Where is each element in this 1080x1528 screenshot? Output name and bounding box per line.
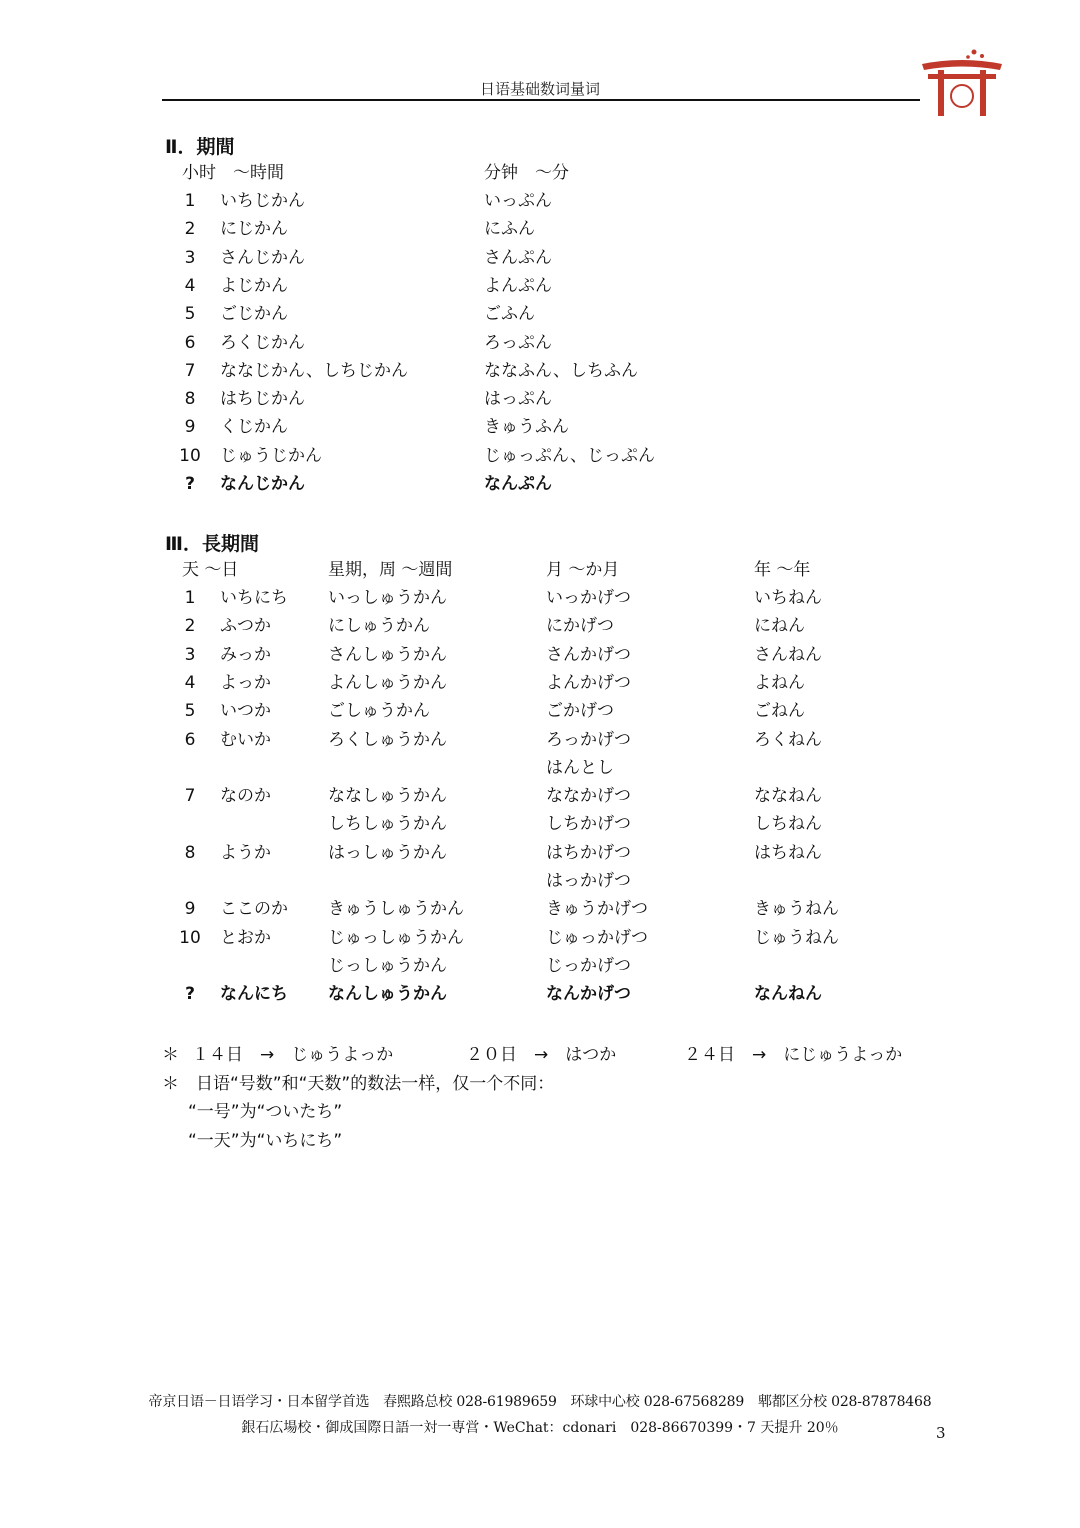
section3-cell: いっかげつ xyxy=(546,588,631,608)
section3-cell: さんねん xyxy=(754,644,822,665)
note1-item-20: ２０日 → はつか xyxy=(466,1045,617,1065)
section3-cell: しちねん xyxy=(754,814,822,835)
section3-cell: ? xyxy=(185,984,195,1005)
section3-cell: はんとし xyxy=(546,757,614,778)
section2-cell: ? xyxy=(185,474,195,494)
section3-row xyxy=(0,727,1080,753)
section3-row xyxy=(0,670,1080,696)
section2-row xyxy=(0,330,1080,356)
section2-cell: 6 xyxy=(184,332,196,353)
section2-cell: なんぷん xyxy=(484,474,552,494)
section3-cell: ここのか xyxy=(220,899,288,920)
section3-cell: はちかげつ xyxy=(546,842,631,863)
section3-cell: なんかげつ xyxy=(546,984,631,1005)
section2-cell: 5 xyxy=(184,304,196,325)
section3-cell: ろくねん xyxy=(754,729,822,750)
section3-cell: ろくしゅうかん xyxy=(328,729,447,750)
section2-title: Ⅱ．期間 xyxy=(165,136,235,158)
section3-cell: 7 xyxy=(184,786,196,807)
section2-row xyxy=(0,471,1080,497)
section2-cell: じゅっぷん、じっぷん xyxy=(484,445,656,466)
section3-cell: なんしゅうかん xyxy=(328,984,447,1005)
section2-cell: ななふん、しちふん xyxy=(484,360,639,381)
section3-cell: 5 xyxy=(184,701,196,722)
section3-cell: ななしゅうかん xyxy=(328,786,447,807)
section2-cell: 8 xyxy=(184,389,196,410)
section3-row xyxy=(0,642,1080,668)
note1-star: ＊ xyxy=(162,1045,179,1065)
section2-cell: 7 xyxy=(184,360,196,381)
note3: “一号”为“ついたち” xyxy=(188,1102,343,1122)
footer-line2: 銀石広場校・御成国際日語一対一専営・WeChat：cdonari 028-86670399・7 天提升 20％ xyxy=(241,1420,839,1436)
section2-row xyxy=(0,301,1080,327)
section2-cell: いちじかん xyxy=(220,191,305,211)
section3-title: Ⅲ．長期間 xyxy=(165,533,259,555)
section3-cell: しちしゅうかん xyxy=(328,814,447,835)
section3-cell: じっしゅうかん xyxy=(328,955,447,976)
page-number: 3 xyxy=(936,1424,946,1442)
torii-logo-icon xyxy=(918,44,1006,120)
section3-row xyxy=(0,811,1080,837)
section3-cell: ごねん xyxy=(754,701,805,722)
section3-cell: よっか xyxy=(220,672,271,693)
section3-row xyxy=(0,755,1080,781)
section3-head-days: 天 ～日 xyxy=(182,560,239,580)
section3-head-weeks: 星期，周 ～週間 xyxy=(328,560,453,580)
section2-row xyxy=(0,245,1080,271)
section2-row xyxy=(0,386,1080,412)
section3-cell: とおか xyxy=(220,927,271,948)
section3-row xyxy=(0,585,1080,611)
section3-cell: じっかげつ xyxy=(546,955,631,976)
section3-cell: はちねん xyxy=(754,842,822,863)
section3-cell: じゅっかげつ xyxy=(546,927,648,948)
section2-cell: にじかん xyxy=(220,219,288,240)
section3-cell: よんしゅうかん xyxy=(328,672,447,693)
section3-row xyxy=(0,613,1080,639)
section3-cell: なんねん xyxy=(754,984,822,1005)
section3-cell: きゅうかげつ xyxy=(546,899,648,920)
section3-cell: ようか xyxy=(220,842,271,863)
note1-item-24: ２４日 → にじゅうよっか xyxy=(684,1045,903,1065)
section3-row xyxy=(0,868,1080,894)
section3-cell: いちにち xyxy=(220,588,288,608)
section3-cell: ろっかげつ xyxy=(546,729,631,750)
section3-cell: 1 xyxy=(184,588,196,608)
section2-cell: さんじかん xyxy=(220,247,305,268)
section3-cell: はっかげつ xyxy=(546,871,631,891)
section2-row xyxy=(0,188,1080,214)
note4: “一天”为“いちにち” xyxy=(188,1131,343,1151)
section2-cell: はっぷん xyxy=(484,389,552,410)
section3-cell: いちねん xyxy=(754,588,822,608)
footer-line1: 帝京日语－日语学习・日本留学首选 春熙路总校 028-61989659 环球中心校 028-67568289 郫都区分校 028-87878468 xyxy=(148,1394,932,1410)
section3-cell: いっしゅうかん xyxy=(328,588,447,608)
section2-cell: ろくじかん xyxy=(220,332,305,353)
section2-cell: ごじかん xyxy=(220,304,288,325)
section2-row xyxy=(0,414,1080,440)
section3-cell: なんにち xyxy=(220,984,288,1005)
section2-cell: よじかん xyxy=(220,275,288,296)
header-title: 日语基础数词量词 xyxy=(479,80,600,98)
section3-head-months: 月 ～か月 xyxy=(546,560,620,580)
section3-row xyxy=(0,783,1080,809)
section3-row xyxy=(0,925,1080,951)
section3-cell: いつか xyxy=(220,701,271,722)
section3-cell: 6 xyxy=(184,729,196,750)
section3-cell: 9 xyxy=(184,899,196,920)
section2-cell: なんじかん xyxy=(220,474,305,494)
section3-row xyxy=(0,981,1080,1007)
section3-header-row xyxy=(0,557,1080,583)
section2-cell: きゅうふん xyxy=(484,417,569,438)
section2-cell: さんぷん xyxy=(484,247,552,268)
section3-cell: 10 xyxy=(179,927,201,948)
section3-row xyxy=(0,840,1080,866)
section3-cell: じゅっしゅうかん xyxy=(328,927,464,948)
section3-cell: さんかげつ xyxy=(546,644,631,665)
section2-cell: にふん xyxy=(484,219,535,240)
section3-cell: 4 xyxy=(184,672,196,693)
section2-head-hours: 小时 ～時間 xyxy=(182,163,284,183)
note2: ＊ 日语“号数”和“天数”的数法一样，仅一个不同： xyxy=(162,1074,555,1094)
section3-cell: ななねん xyxy=(754,786,822,807)
section2-cell: ごふん xyxy=(484,304,535,325)
section3-row xyxy=(0,698,1080,724)
section3-cell: みっか xyxy=(220,644,271,665)
section2-row xyxy=(0,216,1080,242)
section2-cell: はちじかん xyxy=(220,389,305,410)
section3-cell: きゅうしゅうかん xyxy=(328,899,464,920)
section3-cell: 2 xyxy=(184,616,196,637)
section2-cell: 3 xyxy=(184,247,196,268)
section2-row xyxy=(0,358,1080,384)
section3-cell: 8 xyxy=(184,842,196,863)
section3-cell: ごかげつ xyxy=(546,701,614,722)
section3-cell: にねん xyxy=(754,616,805,637)
section3-cell: むいか xyxy=(220,729,271,750)
section3-cell: じゅうねん xyxy=(754,927,839,948)
section3-cell: きゅうねん xyxy=(754,899,839,920)
section2-row xyxy=(0,273,1080,299)
section3-head-years: 年 ～年 xyxy=(754,560,811,580)
section3-cell: 3 xyxy=(184,644,196,665)
section2-cell: 1 xyxy=(184,191,196,211)
section2-header-row xyxy=(0,160,1080,186)
section3-cell: ごしゅうかん xyxy=(328,701,430,722)
section3-cell: なのか xyxy=(220,786,271,807)
section2-cell: よんぷん xyxy=(484,275,552,296)
section3-cell: はっしゅうかん xyxy=(328,842,447,863)
section2-cell: 9 xyxy=(184,417,196,438)
section3-cell: にしゅうかん xyxy=(328,616,430,637)
section3-cell: ななかげつ xyxy=(546,786,631,807)
section2-cell: くじかん xyxy=(220,417,288,438)
section2-head-minutes: 分钟 ～分 xyxy=(484,163,569,183)
section3-cell: さんしゅうかん xyxy=(328,644,447,665)
section2-cell: ろっぷん xyxy=(484,332,552,353)
note1-item-14: １４日 → じゅうよっか xyxy=(192,1045,394,1065)
section2-cell: いっぷん xyxy=(484,191,552,211)
section3-cell: よねん xyxy=(754,672,805,693)
section3-cell: しちかげつ xyxy=(546,814,631,835)
section2-cell: じゅうじかん xyxy=(220,445,322,466)
header-rule xyxy=(162,99,920,101)
section2-cell: 10 xyxy=(179,445,201,466)
section3-cell: よんかげつ xyxy=(546,672,631,693)
section2-cell: 4 xyxy=(184,275,196,296)
section2-row xyxy=(0,443,1080,469)
section3-cell: ふつか xyxy=(220,616,271,637)
section2-cell: ななじかん、しちじかん xyxy=(220,360,409,381)
section3-row xyxy=(0,953,1080,979)
section2-cell: 2 xyxy=(184,219,196,240)
section3-cell: にかげつ xyxy=(546,616,614,637)
section3-row xyxy=(0,896,1080,922)
